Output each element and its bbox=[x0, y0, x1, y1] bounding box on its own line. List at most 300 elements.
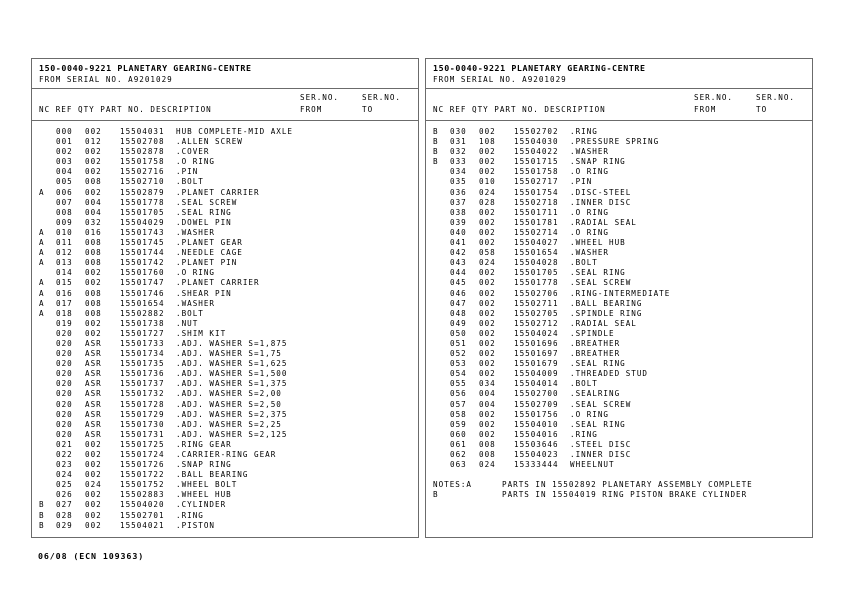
part-row-partno: 15504027 bbox=[514, 238, 559, 248]
part-row-qty: 004 bbox=[85, 207, 102, 217]
part-row-ref: 020 bbox=[56, 369, 73, 379]
part-row-ref: 031 bbox=[450, 137, 467, 147]
part-row-partno: 15502708 bbox=[120, 137, 165, 147]
part-row-partno: 15502878 bbox=[120, 147, 165, 157]
part-row-partno: 15501781 bbox=[514, 217, 559, 227]
part-row-ref: 005 bbox=[56, 177, 73, 187]
part-row-ref: 018 bbox=[56, 308, 73, 318]
part-row-qty: 002 bbox=[479, 318, 496, 328]
table-row bbox=[32, 400, 418, 410]
part-row-partno: 15501705 bbox=[514, 268, 559, 278]
part-row-description: .WHEEL HUB bbox=[176, 490, 232, 500]
table-row bbox=[32, 440, 418, 450]
part-row-qty: 002 bbox=[479, 359, 496, 369]
part-row-ref: 025 bbox=[56, 480, 73, 490]
note-label: NOTES:A bbox=[433, 480, 473, 490]
part-row-description: .RADIAL SEAL bbox=[570, 217, 637, 227]
part-row-qty: 008 bbox=[479, 439, 496, 449]
table-row bbox=[32, 450, 418, 460]
part-row-ref: 027 bbox=[56, 500, 73, 510]
part-row-qty: 002 bbox=[479, 288, 496, 298]
part-row-qty: 024 bbox=[479, 460, 496, 470]
part-row-partno: 15502883 bbox=[120, 490, 165, 500]
part-row-description: .O RING bbox=[570, 207, 610, 217]
part-row-partno: 15504031 bbox=[120, 127, 165, 136]
part-row-nc: B bbox=[39, 500, 45, 510]
table-row bbox=[32, 137, 418, 147]
part-row-ref: 063 bbox=[450, 460, 467, 470]
part-row-ref: 020 bbox=[56, 399, 73, 409]
part-row-qty: 002 bbox=[85, 187, 102, 197]
part-row-qty: 032 bbox=[85, 217, 102, 227]
parts-panel-right bbox=[425, 58, 813, 538]
table-row bbox=[32, 248, 418, 258]
part-row-qty: 002 bbox=[479, 369, 496, 379]
serial-line: FROM SERIAL NO. A9201029 bbox=[39, 75, 173, 84]
part-row-description: .CARRIER-RING GEAR bbox=[176, 450, 277, 459]
part-row-ref: 054 bbox=[450, 369, 467, 379]
part-row-qty: ASR bbox=[85, 399, 102, 409]
part-row-description: .O RING bbox=[176, 268, 216, 278]
part-row-qty: ASR bbox=[85, 338, 102, 348]
part-row-ref: 000 bbox=[56, 127, 73, 136]
part-row-partno: 15501736 bbox=[120, 369, 165, 379]
part-row-partno: 15501778 bbox=[514, 278, 559, 288]
part-row-nc: A bbox=[39, 308, 45, 318]
part-row-qty: ASR bbox=[85, 419, 102, 429]
part-row-partno: 15501738 bbox=[120, 318, 165, 328]
part-row-ref: 050 bbox=[450, 328, 467, 338]
part-row-ref: 040 bbox=[450, 227, 467, 237]
part-row-partno: 15501746 bbox=[120, 288, 165, 298]
part-row-ref: 035 bbox=[450, 177, 467, 187]
part-row-partno: 15502717 bbox=[514, 177, 559, 187]
part-row-qty: ASR bbox=[85, 349, 102, 359]
part-row-qty: 002 bbox=[479, 409, 496, 419]
table-row bbox=[426, 400, 812, 410]
part-row-ref: 020 bbox=[56, 349, 73, 359]
part-row-description: .O RING bbox=[570, 167, 610, 177]
part-row-description: .BOLT bbox=[176, 177, 204, 187]
part-row-ref: 045 bbox=[450, 278, 467, 288]
part-row-description: .ADJ. WASHER S=1,500 bbox=[176, 369, 288, 379]
part-row-ref: 052 bbox=[450, 349, 467, 359]
part-row-partno: 15501679 bbox=[514, 359, 559, 369]
table-row bbox=[32, 410, 418, 420]
part-row-partno: 15504024 bbox=[514, 328, 559, 338]
part-row-ref: 002 bbox=[56, 147, 73, 157]
part-row-qty: 002 bbox=[85, 328, 102, 338]
part-row-description: .ALLEN SCREW bbox=[176, 137, 243, 147]
table-row bbox=[426, 450, 812, 460]
part-row-nc: A bbox=[39, 278, 45, 288]
part-row-partno: 15501754 bbox=[514, 187, 559, 197]
part-row-partno: 15501711 bbox=[514, 207, 559, 217]
part-row-ref: 003 bbox=[56, 157, 73, 167]
part-row-partno: 15501654 bbox=[120, 298, 165, 308]
table-row bbox=[32, 208, 418, 218]
part-row-partno: 15501735 bbox=[120, 359, 165, 369]
part-row-ref: 020 bbox=[56, 338, 73, 348]
table-row bbox=[426, 440, 812, 450]
part-row-description: .SEAL RING bbox=[570, 268, 626, 278]
part-row-ref: 011 bbox=[56, 238, 73, 248]
part-row-qty: 002 bbox=[85, 278, 102, 288]
part-row-qty: 008 bbox=[479, 450, 496, 459]
part-row-description: .SEAL RING bbox=[570, 419, 626, 429]
part-row-nc: B bbox=[433, 127, 439, 136]
part-row-qty: 108 bbox=[479, 137, 496, 147]
part-row-ref: 047 bbox=[450, 298, 467, 308]
table-row bbox=[32, 238, 418, 248]
part-row-partno: 15504029 bbox=[120, 217, 165, 227]
part-row-description: .ADJ. WASHER S=1,875 bbox=[176, 338, 288, 348]
part-row-ref: 006 bbox=[56, 187, 73, 197]
part-row-partno: 15502716 bbox=[120, 167, 165, 177]
part-row-partno: 15501752 bbox=[120, 480, 165, 490]
part-row-partno: 15502702 bbox=[514, 127, 559, 136]
table-row bbox=[426, 218, 812, 228]
part-row-qty: 002 bbox=[479, 338, 496, 348]
part-row-description: .ADJ. WASHER S=1,625 bbox=[176, 359, 288, 369]
part-row-description: .DISC-STEEL bbox=[570, 187, 632, 197]
part-row-description: .BREATHER bbox=[570, 349, 621, 359]
part-row-partno: 15501727 bbox=[120, 328, 165, 338]
part-row-ref: 019 bbox=[56, 318, 73, 328]
part-row-partno: 15501778 bbox=[120, 197, 165, 207]
part-row-ref: 022 bbox=[56, 450, 73, 459]
part-row-partno: 15502879 bbox=[120, 187, 165, 197]
table-row bbox=[32, 198, 418, 208]
part-row-ref: 042 bbox=[450, 248, 467, 258]
part-row-description: .STEEL DISC bbox=[570, 439, 632, 449]
table-row bbox=[426, 167, 812, 177]
part-row-partno: 15501737 bbox=[120, 379, 165, 389]
table-row bbox=[426, 137, 812, 147]
part-row-description: .RING-INTERMEDIATE bbox=[570, 288, 671, 298]
part-row-ref: 020 bbox=[56, 419, 73, 429]
part-row-description: .PLANET PIN bbox=[176, 258, 238, 268]
part-row-nc: A bbox=[39, 258, 45, 268]
part-row-description: .SEAL SCREW bbox=[570, 278, 632, 288]
part-row-description: .PLANET CARRIER bbox=[176, 278, 260, 288]
part-row-qty: 002 bbox=[479, 157, 496, 167]
table-row bbox=[32, 379, 418, 389]
part-row-qty: 002 bbox=[479, 238, 496, 248]
part-row-ref: 008 bbox=[56, 207, 73, 217]
part-row-qty: 008 bbox=[85, 177, 102, 187]
table-row bbox=[426, 359, 812, 369]
part-row-partno: 15501758 bbox=[514, 167, 559, 177]
part-row-ref: 034 bbox=[450, 167, 467, 177]
part-row-qty: 024 bbox=[479, 187, 496, 197]
table-row bbox=[32, 278, 418, 288]
table-row bbox=[32, 420, 418, 430]
part-row-ref: 044 bbox=[450, 268, 467, 278]
part-row-qty: 010 bbox=[479, 177, 496, 187]
part-row-partno: 15502714 bbox=[514, 227, 559, 237]
part-row-partno: 15502709 bbox=[514, 399, 559, 409]
part-row-ref: 056 bbox=[450, 389, 467, 399]
part-row-partno: 15504028 bbox=[514, 258, 559, 268]
table-row bbox=[32, 319, 418, 329]
part-row-qty: ASR bbox=[85, 369, 102, 379]
part-row-qty: 002 bbox=[479, 127, 496, 136]
part-row-description: .SHIM KIT bbox=[176, 328, 227, 338]
part-row-ref: 048 bbox=[450, 308, 467, 318]
part-row-qty: 004 bbox=[85, 197, 102, 207]
part-row-description: .ADJ. WASHER S=1,375 bbox=[176, 379, 288, 389]
part-row-ref: 001 bbox=[56, 137, 73, 147]
table-row bbox=[32, 188, 418, 198]
part-row-qty: ASR bbox=[85, 379, 102, 389]
part-row-partno: 15501733 bbox=[120, 338, 165, 348]
part-row-description: .SEAL SCREW bbox=[570, 399, 632, 409]
part-row-description: .INNER DISC bbox=[570, 197, 632, 207]
part-row-partno: 15501715 bbox=[514, 157, 559, 167]
part-row-partno: 15504009 bbox=[514, 369, 559, 379]
table-row bbox=[426, 329, 812, 339]
part-row-partno: 15504030 bbox=[514, 137, 559, 147]
part-row-qty: 002 bbox=[85, 167, 102, 177]
table-row bbox=[426, 278, 812, 288]
table-row bbox=[426, 258, 812, 268]
table-row bbox=[426, 188, 812, 198]
part-row-qty: ASR bbox=[85, 429, 102, 439]
part-row-nc: A bbox=[39, 227, 45, 237]
table-row bbox=[426, 299, 812, 309]
part-row-nc: B bbox=[39, 520, 45, 530]
part-row-partno: 15501725 bbox=[120, 439, 165, 449]
part-row-description: .SEALRING bbox=[570, 389, 621, 399]
part-row-qty: ASR bbox=[85, 359, 102, 369]
table-row bbox=[32, 309, 418, 319]
part-row-partno: 15501731 bbox=[120, 429, 165, 439]
part-row-description: .SEAL RING bbox=[570, 359, 626, 369]
part-row-qty: 008 bbox=[85, 298, 102, 308]
page-title: 150-0040-9221 PLANETARY GEARING-CENTRE bbox=[39, 63, 252, 73]
part-row-description: .INNER DISC bbox=[570, 450, 632, 459]
part-row-description: .BOLT bbox=[570, 379, 598, 389]
part-row-description: .ADJ. WASHER S=2,50 bbox=[176, 399, 282, 409]
table-row bbox=[426, 289, 812, 299]
part-row-qty: 002 bbox=[479, 278, 496, 288]
part-row-ref: 020 bbox=[56, 389, 73, 399]
part-row-ref: 017 bbox=[56, 298, 73, 308]
table-row bbox=[426, 228, 812, 238]
part-row-ref: 036 bbox=[450, 187, 467, 197]
table-row bbox=[32, 500, 418, 510]
column-header-serno-from-2: FROM bbox=[300, 105, 323, 114]
part-row-partno: 15333444 bbox=[514, 460, 559, 470]
table-row bbox=[426, 420, 812, 430]
part-row-qty: 002 bbox=[479, 328, 496, 338]
part-row-qty: 016 bbox=[85, 227, 102, 237]
part-row-partno: 15502712 bbox=[514, 318, 559, 328]
part-row-ref: 023 bbox=[56, 460, 73, 470]
part-row-nc: A bbox=[39, 187, 45, 197]
part-row-partno: 15502705 bbox=[514, 308, 559, 318]
part-row-qty: 002 bbox=[479, 298, 496, 308]
column-header-serno-from-1-right: SER.NO. bbox=[694, 93, 734, 102]
table-row bbox=[32, 359, 418, 369]
part-row-partno: 15501732 bbox=[120, 389, 165, 399]
table-row bbox=[32, 258, 418, 268]
column-header-serno-to-1: SER.NO. bbox=[362, 93, 402, 102]
part-row-partno: 15501705 bbox=[120, 207, 165, 217]
part-row-ref: 009 bbox=[56, 217, 73, 227]
part-row-ref: 033 bbox=[450, 157, 467, 167]
part-row-ref: 020 bbox=[56, 379, 73, 389]
parts-rows-left bbox=[32, 121, 418, 531]
table-row bbox=[32, 218, 418, 228]
column-header-serno-to-1-right: SER.NO. bbox=[756, 93, 796, 102]
table-row bbox=[32, 480, 418, 490]
table-row bbox=[426, 319, 812, 329]
table-row bbox=[32, 167, 418, 177]
part-row-description: .WASHER bbox=[570, 147, 610, 157]
table-row bbox=[426, 248, 812, 258]
part-row-qty: 008 bbox=[85, 238, 102, 248]
part-row-description: .O RING bbox=[570, 409, 610, 419]
part-row-partno: 15501726 bbox=[120, 460, 165, 470]
part-row-ref: 038 bbox=[450, 207, 467, 217]
part-row-description: .PIN bbox=[570, 177, 593, 187]
part-row-qty: 002 bbox=[85, 470, 102, 480]
part-row-description: .O RING bbox=[176, 157, 216, 167]
part-row-ref: 013 bbox=[56, 258, 73, 268]
part-row-description: .RING GEAR bbox=[176, 439, 232, 449]
part-row-qty: 004 bbox=[479, 389, 496, 399]
part-row-ref: 012 bbox=[56, 248, 73, 258]
table-row bbox=[32, 339, 418, 349]
part-row-ref: 060 bbox=[450, 429, 467, 439]
table-row bbox=[426, 268, 812, 278]
part-row-description: .RING bbox=[570, 127, 598, 136]
part-row-qty: 034 bbox=[479, 379, 496, 389]
part-row-ref: 055 bbox=[450, 379, 467, 389]
part-row-qty: 002 bbox=[479, 429, 496, 439]
part-row-description: .ADJ. WASHER S=2,125 bbox=[176, 429, 288, 439]
part-row-ref: 059 bbox=[450, 419, 467, 429]
table-row bbox=[32, 460, 418, 470]
part-row-ref: 043 bbox=[450, 258, 467, 268]
table-row bbox=[32, 157, 418, 167]
part-row-description: HUB COMPLETE-MID AXLE bbox=[176, 127, 294, 136]
part-row-ref: 014 bbox=[56, 268, 73, 278]
part-row-qty: 002 bbox=[85, 460, 102, 470]
part-row-partno: 15502711 bbox=[514, 298, 559, 308]
part-row-qty: 002 bbox=[85, 450, 102, 459]
part-row-qty: 002 bbox=[85, 520, 102, 530]
table-row bbox=[32, 470, 418, 480]
part-row-ref: 053 bbox=[450, 359, 467, 369]
table-row bbox=[426, 208, 812, 218]
part-row-description: .PIN bbox=[176, 167, 199, 177]
part-row-description: .ADJ. WASHER S=2,00 bbox=[176, 389, 282, 399]
part-row-ref: 016 bbox=[56, 288, 73, 298]
column-header-main: NC REF QTY PART NO. DESCRIPTION bbox=[39, 105, 212, 114]
part-row-ref: 020 bbox=[56, 359, 73, 369]
part-row-partno: 15504020 bbox=[120, 500, 165, 510]
part-row-qty: 024 bbox=[479, 258, 496, 268]
part-row-qty: 002 bbox=[479, 147, 496, 157]
part-row-qty: 004 bbox=[479, 399, 496, 409]
part-row-qty: 002 bbox=[85, 147, 102, 157]
part-row-description: .WHEEL HUB bbox=[570, 238, 626, 248]
panel-left-title-block bbox=[32, 59, 418, 89]
part-row-qty: 002 bbox=[479, 349, 496, 359]
part-row-qty: 002 bbox=[85, 127, 102, 136]
note-row bbox=[426, 480, 812, 490]
part-row-qty: 002 bbox=[85, 500, 102, 510]
part-row-qty: 002 bbox=[85, 490, 102, 500]
part-row-qty: 012 bbox=[85, 137, 102, 147]
table-row bbox=[426, 157, 812, 167]
table-row bbox=[32, 521, 418, 531]
part-row-qty: 002 bbox=[85, 510, 102, 520]
table-row bbox=[426, 238, 812, 248]
part-row-partno: 15502706 bbox=[514, 288, 559, 298]
note-label: B bbox=[433, 490, 439, 500]
table-row bbox=[426, 389, 812, 399]
part-row-description: .BALL BEARING bbox=[570, 298, 643, 308]
part-row-ref: 062 bbox=[450, 450, 467, 459]
table-row bbox=[32, 228, 418, 238]
part-row-ref: 057 bbox=[450, 399, 467, 409]
part-row-description: .SHEAR PIN bbox=[176, 288, 232, 298]
part-row-description: .SEAL SCREW bbox=[176, 197, 238, 207]
part-row-description: .RING bbox=[176, 510, 204, 520]
part-row-partno: 15502700 bbox=[514, 389, 559, 399]
note-row bbox=[426, 490, 812, 500]
part-row-partno: 15504023 bbox=[514, 450, 559, 459]
part-row-nc: B bbox=[433, 137, 439, 147]
part-row-nc: A bbox=[39, 248, 45, 258]
page-title-right: 150-0040-9221 PLANETARY GEARING-CENTRE bbox=[433, 63, 646, 73]
part-row-description: .RING bbox=[570, 429, 598, 439]
part-row-ref: 039 bbox=[450, 217, 467, 227]
serial-line-right: FROM SERIAL NO. A9201029 bbox=[433, 75, 567, 84]
part-row-description: .SNAP RING bbox=[176, 460, 232, 470]
table-row bbox=[426, 349, 812, 359]
panel-right-title-block bbox=[426, 59, 812, 89]
notes-block bbox=[426, 480, 812, 500]
part-row-ref: 046 bbox=[450, 288, 467, 298]
part-row-qty: 002 bbox=[85, 318, 102, 328]
table-row bbox=[32, 369, 418, 379]
part-row-nc: B bbox=[39, 510, 45, 520]
part-row-partno: 15501734 bbox=[120, 349, 165, 359]
part-row-partno: 15501760 bbox=[120, 268, 165, 278]
part-row-description: .BREATHER bbox=[570, 338, 621, 348]
part-row-ref: 007 bbox=[56, 197, 73, 207]
part-row-qty: 002 bbox=[85, 268, 102, 278]
column-header-main-right: NC REF QTY PART NO. DESCRIPTION bbox=[433, 105, 606, 114]
part-row-description: .ADJ. WASHER S=1,75 bbox=[176, 349, 282, 359]
table-row bbox=[426, 410, 812, 420]
part-row-qty: 002 bbox=[479, 217, 496, 227]
part-row-description: .BOLT bbox=[570, 258, 598, 268]
part-row-description: .THREADED STUD bbox=[570, 369, 649, 379]
part-row-partno: 15501744 bbox=[120, 248, 165, 258]
part-row-ref: 015 bbox=[56, 278, 73, 288]
part-row-nc: A bbox=[39, 288, 45, 298]
parts-rows-right bbox=[426, 121, 812, 470]
part-row-description: .NUT bbox=[176, 318, 199, 328]
part-row-ref: 004 bbox=[56, 167, 73, 177]
table-row bbox=[32, 147, 418, 157]
